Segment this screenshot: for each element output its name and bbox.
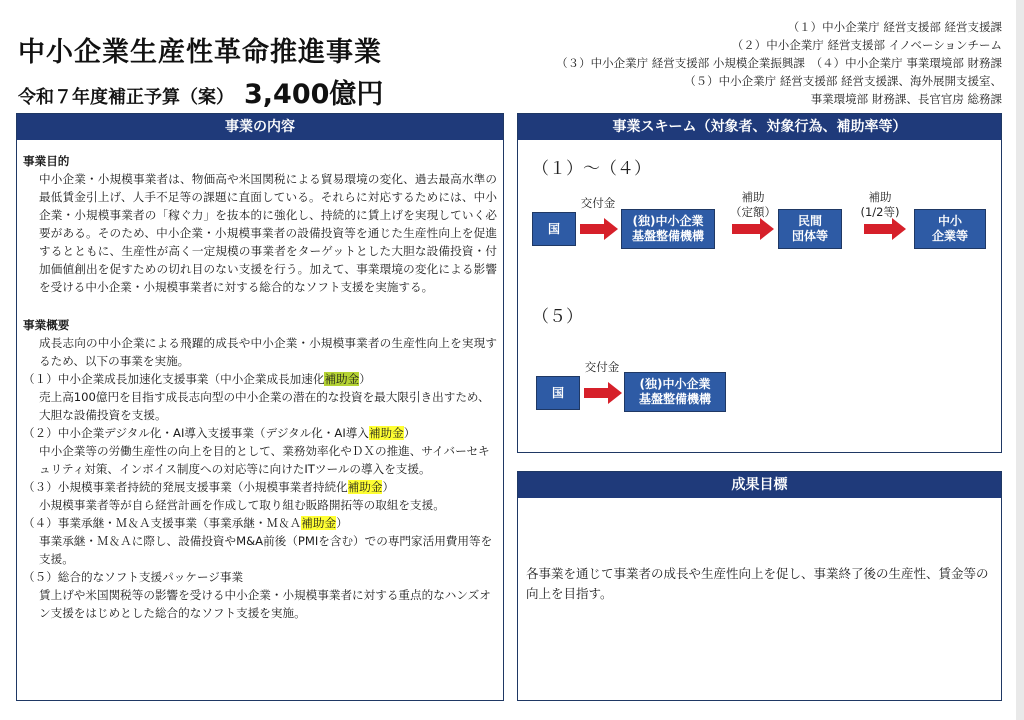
arrow-right-icon — [732, 218, 776, 240]
org-line: （３）中小企業庁 経営支援部 小規模企業振興課 （４）中小企業庁 事業環境部 財務課 — [556, 56, 1002, 70]
business-content-header: 事業の内容 — [17, 114, 503, 140]
scrollbar[interactable] — [1016, 0, 1024, 720]
overview-item-title: （３）小規模事業者持続的発展支援事業（小規模事業者持続化補助金） — [23, 480, 395, 494]
box-government: 国 — [532, 212, 576, 246]
subsidy-highlight: 補助金 — [324, 372, 360, 386]
purpose-text: 中小企業・小規模事業者は、物価高や米国関税による貿易環境の変化、過去最高水準の最低賃金引上げ、人手不足等の課題に直面している。それらに対応するためには、中小企業・小規模事業者の「稼ぐ力」を抜本的に強化し、持続的に賃上げを実現していく必要がある。そのため、中小企業・小規模事業者の設備投資等を通じた生産性向上を促進するとともに、生産性が高く一定規模の事業者をターゲットとした大胆な設備投資・付加価値創出を促すための切れ目のない支援を行う。加えて、事業環境の変化による影響を受ける中小企業・小規模事業者に対する総合的なソフト支援を実施する。 — [39, 172, 497, 294]
overview-item-body: 賃上げや米国関税等の影響を受ける中小企業・小規模事業者に対する重点的なハンズオン支援をはじめとした総合的なソフト支援を実施。 — [39, 588, 491, 620]
scheme-group1-label: （１）～（４） — [532, 159, 651, 179]
business-content-body — [17, 140, 503, 622]
overview-item-title: （５）総合的なソフト支援パッケージ事業 — [23, 570, 244, 584]
subsidy-highlight: 補助金 — [301, 516, 337, 530]
arrow-label-grant: 交付金 — [584, 360, 620, 374]
budget-amount: 3,400億円 — [244, 79, 384, 110]
box-smrj: (独)中小企業 基盤整備機構 — [624, 372, 726, 412]
arrow-right-icon — [580, 218, 620, 240]
scheme-header: 事業スキーム（対象者、対象行為、補助率等） — [518, 114, 1001, 140]
subsidy-highlight: 補助金 — [368, 426, 404, 440]
org-line: （２）中小企業庁 経営支援部 イノベーションチーム — [731, 38, 1002, 52]
subsidy-highlight: 補助金 — [347, 480, 383, 494]
overview-item-body: 事業承継・Ｍ＆Ａに際し、設備投資やM&A前後（PMIを含む）での専門家活用費用等を支援。 — [39, 534, 493, 566]
overview-item-title: （２）中小企業デジタル化・AI導入支援事業（デジタル化・AI導入補助金） — [23, 426, 416, 440]
business-content-panel — [16, 113, 504, 701]
page-title: 中小企業生産性革命推進事業 — [18, 37, 382, 68]
budget-line — [18, 72, 383, 111]
arrow-label-subsidy-fixed: 補助 （定額） — [730, 190, 776, 219]
arrow-right-icon — [584, 382, 624, 404]
responsible-orgs — [482, 18, 1002, 108]
box-government: 国 — [536, 376, 580, 410]
box-smrj: (独)中小企業 基盤整備機構 — [621, 209, 715, 249]
org-line: 事業環境部 財務課、長官官房 総務課 — [810, 92, 1002, 106]
box-smes: 中小 企業等 — [914, 209, 986, 249]
overview-intro: 成長志向の中小企業による飛躍的成長や中小企業・小規模事業者の生産性向上を実現するため、以下の事業を実施。 — [39, 336, 497, 368]
overview-item-title: （４）事業承継・Ｍ＆Ａ支援事業（事業承継・Ｍ＆Ａ補助金） — [23, 516, 348, 530]
overview-heading: 事業概要 — [23, 318, 70, 332]
purpose-heading: 事業目的 — [23, 154, 70, 168]
outcome-text: 各事業を通じて事業者の成長や生産性向上を促し、事業終了後の生産性、賃金等の向上を目指す。 — [526, 566, 989, 601]
org-line: （５）中小企業庁 経営支援部 経営支援課、海外展開支援室、 — [684, 74, 1002, 88]
overview-item-title: （１）中小企業成長加速化支援事業（中小企業成長加速化補助金） — [23, 372, 371, 386]
scheme-group2-label: （５） — [532, 307, 583, 327]
outcome-panel — [517, 471, 1002, 701]
overview-item-body: 中小企業等の労働生産性の向上を目的として、業務効率化やＤＸの推進、サイバーセキュリティ対策、インボイス制度への対応等に向けたITツールの導入を支援。 — [39, 444, 490, 476]
budget-label: 令和７年度補正予算（案） — [18, 87, 234, 108]
arrow-label-subsidy-half: 補助 (1/2等) — [860, 190, 900, 219]
org-line: （１）中小企業庁 経営支援部 経営支援課 — [787, 20, 1002, 34]
arrow-right-icon — [864, 218, 908, 240]
scheme-panel — [517, 113, 1002, 453]
arrow-label-grant: 交付金 — [580, 196, 616, 210]
outcome-header: 成果目標 — [518, 472, 1001, 498]
overview-item-body: 売上高100億円を目指す成長志向型の中小企業の潜在的な投資を最大限引き出すため、大胆な設備投資を支援。 — [39, 390, 490, 422]
overview-item-body: 小規模事業者等が自ら経営計画を作成して取り組む販路開拓等の取組を支援。 — [39, 498, 445, 512]
box-private-orgs: 民間 団体等 — [778, 209, 842, 249]
